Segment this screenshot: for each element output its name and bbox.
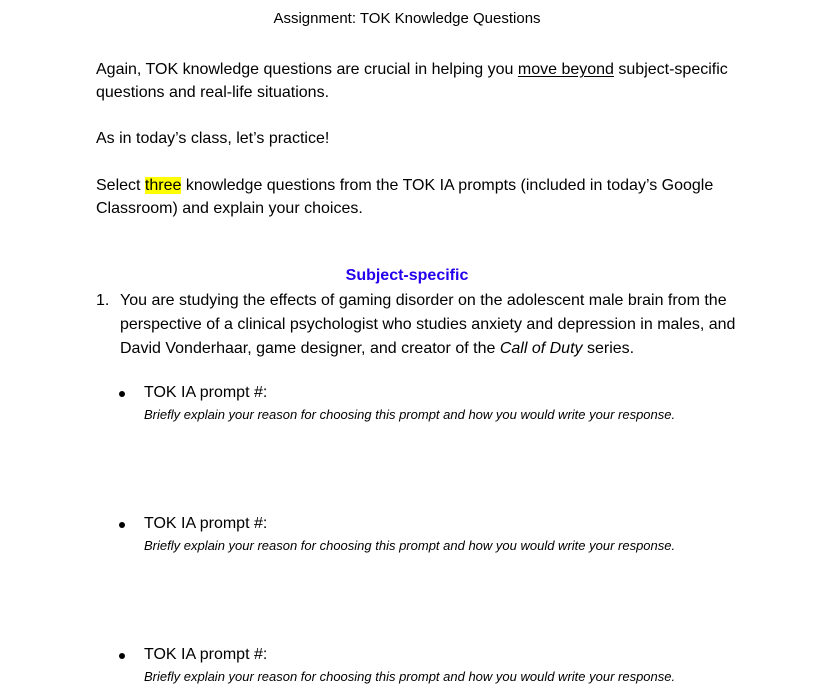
- select-text-start: Select: [96, 177, 145, 194]
- intro-text-end: subject-specific questions and real-life situations.: [96, 61, 728, 101]
- underlined-phrase: move beyond: [517, 61, 614, 78]
- bullet-dot-icon: [119, 391, 125, 397]
- item-number: 1.: [96, 292, 110, 309]
- practice-paragraph: As in today’s class, let’s practice!: [96, 130, 330, 147]
- prompt-label: TOK IA prompt #:: [144, 515, 268, 532]
- document-title: Assignment: TOK Knowledge Questions: [273, 10, 541, 27]
- prompt-label: TOK IA prompt #:: [144, 646, 268, 663]
- prompt-instruction: Briefly explain your reason for choosing this prompt and how you would write your response.: [144, 407, 676, 422]
- select-paragraph: [96, 174, 736, 220]
- intro-paragraph: [96, 58, 736, 104]
- bullet-dot-icon: [119, 653, 125, 659]
- item-text: [120, 289, 736, 361]
- item-text-start: You are studying the effects of gaming disorder on the adolescent male brain from the perspective of a clinical psychologist who studies anxiety and depression in males, and David Vonderhaar, game designer, and creator of the: [120, 292, 736, 357]
- prompt-instruction: Briefly explain your reason for choosing this prompt and how you would write your response.: [144, 538, 676, 553]
- intro-text-start: Again, TOK knowledge questions are crucial in helping you: [96, 61, 518, 78]
- prompt-instruction: Briefly explain your reason for choosing this prompt and how you would write your response.: [144, 669, 676, 684]
- highlighted-word: three: [144, 177, 182, 194]
- bullet-dot-icon: [119, 522, 125, 528]
- italic-title: Call of Duty: [499, 340, 583, 357]
- section-heading: Subject-specific: [345, 267, 469, 284]
- item-text-end: series.: [582, 340, 635, 357]
- select-text-end: knowledge questions from the TOK IA prompts (included in today’s Google Classroom) and explain your choices.: [96, 177, 714, 217]
- prompt-label: TOK IA prompt #:: [144, 384, 268, 401]
